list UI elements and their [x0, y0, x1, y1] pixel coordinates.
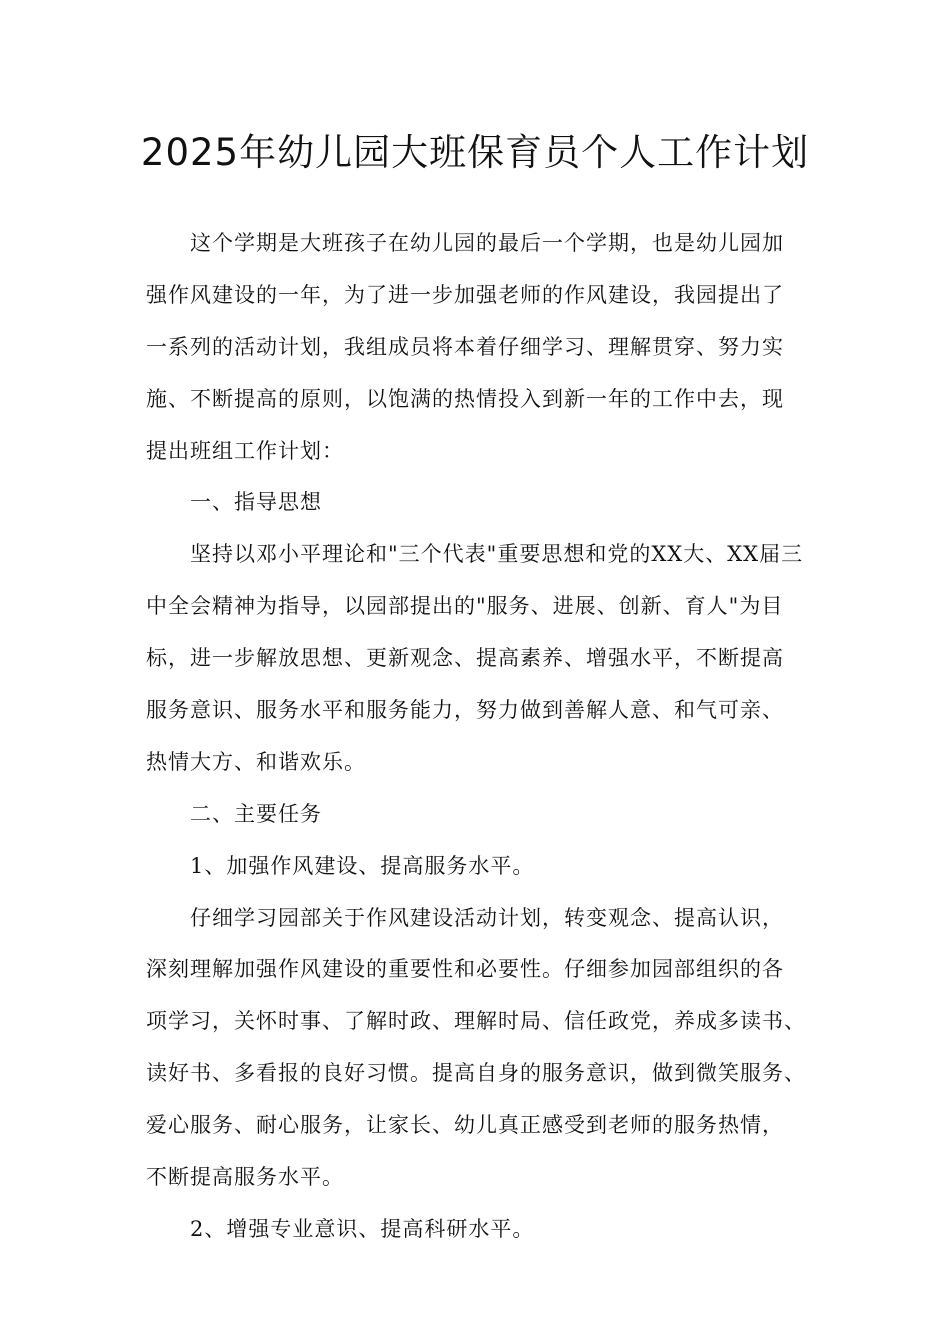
body-line: 读好书、多看报的良好习惯。提高自身的服务意识，做到微笑服务、: [146, 1061, 806, 1086]
body-line: 标，进一步解放思想、更新观念、提高素养、增强水平，不断提高: [146, 646, 784, 671]
section-heading: 二、主要任务: [190, 801, 322, 826]
body-line: 一系列的活动计划，我组成员将本着仔细学习、理解贯穿、努力实: [146, 334, 784, 359]
body-line: 中全会精神为指导，以园部提出的"服务、进展、创新、育人"为目: [146, 594, 784, 619]
body-line: 施、不断提高的原则，以饱满的热情投入到新一年的工作中去，现: [146, 386, 784, 411]
body-line: 热情大方、和谐欢乐。: [146, 749, 366, 774]
body-line: 仔细学习园部关于作风建设活动计划，转变观念、提高认识，: [190, 905, 784, 930]
document-body: [146, 230, 806, 1268]
subsection-heading: 1、加强作风建设、提高服务水平。: [190, 853, 535, 878]
body-line: 坚持以邓小平理论和"三个代表"重要思想和党的XX大、XX届三: [190, 542, 804, 567]
body-line: 不断提高服务水平。: [146, 1165, 344, 1190]
document-title: 2025年幼儿园大班保育员个人工作计划: [140, 131, 810, 174]
body-line: 强作风建设的一年，为了进一步加强老师的作风建设，我园提出了: [146, 282, 784, 307]
body-line: 这个学期是大班孩子在幼儿园的最后一个学期，也是幼儿园加: [190, 231, 784, 255]
body-line: 提出班组工作计划：: [146, 438, 344, 463]
body-line: 项学习，关怀时事、了解时政、理解时局、信任政党，养成多读书、: [146, 1009, 806, 1034]
body-line: 服务意识、服务水平和服务能力，努力做到善解人意、和气可亲、: [146, 698, 784, 723]
subsection-heading: 2、增强专业意识、提高科研水平。: [190, 1216, 535, 1241]
body-line: 深刻理解加强作风建设的重要性和必要性。仔细参加园部组织的各: [146, 957, 784, 982]
section-heading: 一、指导思想: [190, 490, 322, 515]
body-line: 爱心服务、耐心服务，让家长、幼儿真正感受到老师的服务热情，: [146, 1113, 784, 1138]
